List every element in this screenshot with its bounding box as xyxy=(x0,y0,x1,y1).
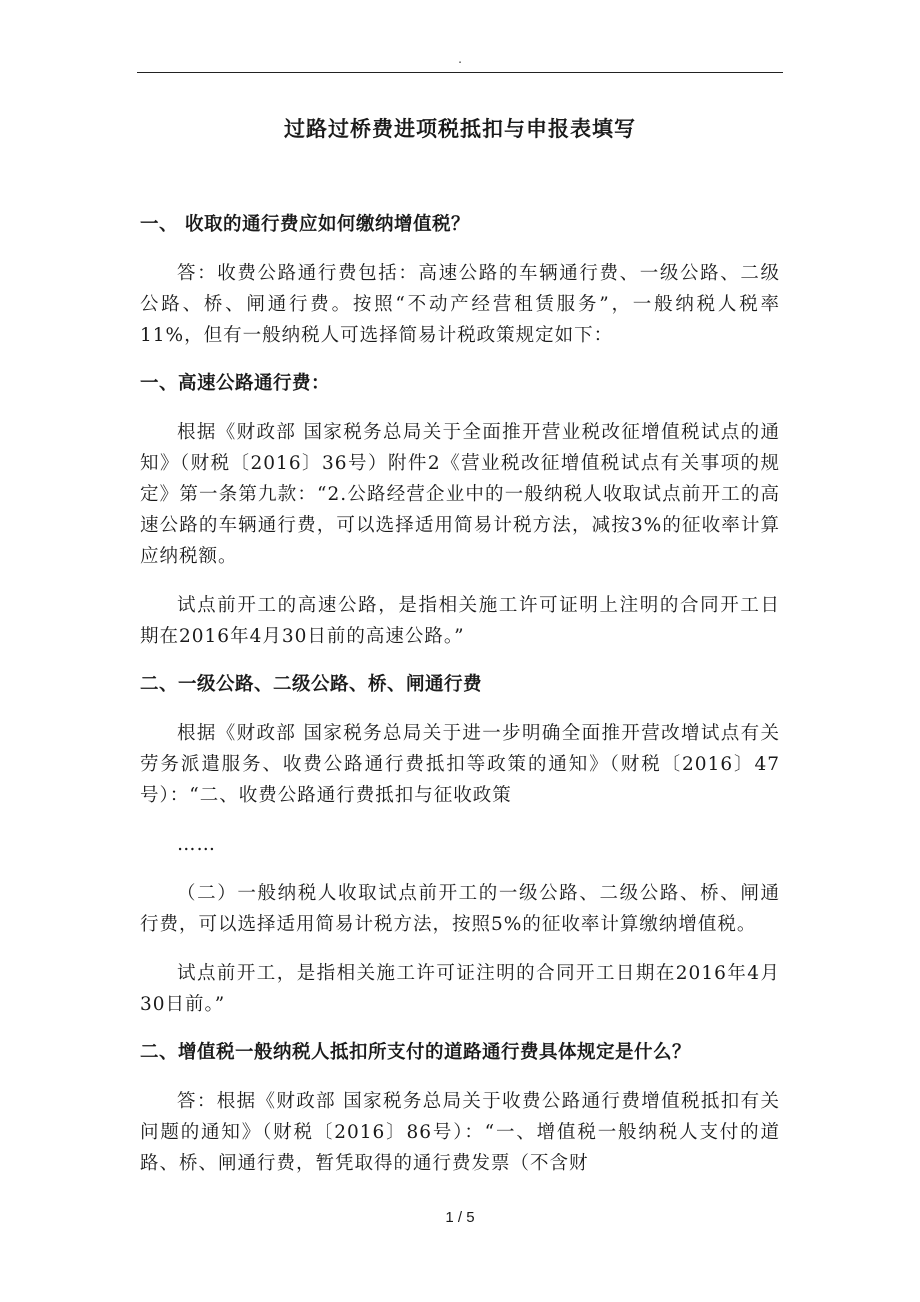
answer-paragraph-q1: 答：收费公路通行费包括：高速公路的车辆通行费、一级公路、二级公路、桥、闸通行费。按照“不动产经营租赁服务”，一般纳税人税率11%，但有一般纳税人可选择简易计税政策规定如下： xyxy=(140,263,780,346)
page-number: 1 / 5 xyxy=(445,1209,475,1226)
section-heading-q1: 一、 收取的通行费应如何缴纳增值税？ xyxy=(140,214,470,235)
section-heading-expressway: 一、高速公路通行费： xyxy=(140,373,331,394)
paragraph-expressway-definition: 试点前开工的高速公路，是指相关施工许可证明上注明的合同开工日期在2016年4月30日前的高速公路。” xyxy=(140,595,780,647)
section-heading-q2: 二、增值税一般纳税人抵扣所支付的道路通行费具体规定是什么？ xyxy=(140,1042,692,1063)
paragraph-expressway-rule: 根据《财政部 国家税务总局关于全面推开营业税改征增值税试点的通知》（财税〔2016〕36号）附件2《营业税改征增值税试点有关事项的规定》第一条第九款：“2.公路经营企业中的一般纳税人收取试点前开工的高速公路的车辆通行费，可以选择适用简易计税方法，减按3%的征收率计算应纳税额。 xyxy=(140,422,780,567)
paragraph-class-roads-definition: 试点前开工，是指相关施工许可证注明的合同开工日期在2016年4月30日前。” xyxy=(140,963,780,1015)
paragraph-ellipsis: …… xyxy=(177,834,216,855)
document-title: 过路过桥费进项税抵扣与申报表填写 xyxy=(284,117,636,141)
document-body xyxy=(140,210,780,1179)
header-mark: . xyxy=(458,52,462,66)
header-rule xyxy=(137,72,783,73)
section-heading-class-roads: 二、一级公路、二级公路、桥、闸通行费 xyxy=(140,674,483,695)
paragraph-class-roads-option: （二）一般纳税人收取试点前开工的一级公路、二级公路、桥、闸通行费，可以选择适用简易计税方法，按照5%的征收率计算缴纳增值税。 xyxy=(140,883,780,935)
paragraph-class-roads-rule: 根据《财政部 国家税务总局关于进一步明确全面推开营改增试点有关劳务派遣服务、收费公路通行费抵扣等政策的通知》（财税〔2016〕47号）：“二、收费公路通行费抵扣与征收政策 xyxy=(140,723,780,806)
answer-paragraph-q2: 答：根据《财政部 国家税务总局关于收费公路通行费增值税抵扣有关问题的通知》（财税〔2016〕86号）：“一、增值税一般纳税人支付的道路、桥、闸通行费，暂凭取得的通行费发票（不含财 xyxy=(140,1091,780,1174)
